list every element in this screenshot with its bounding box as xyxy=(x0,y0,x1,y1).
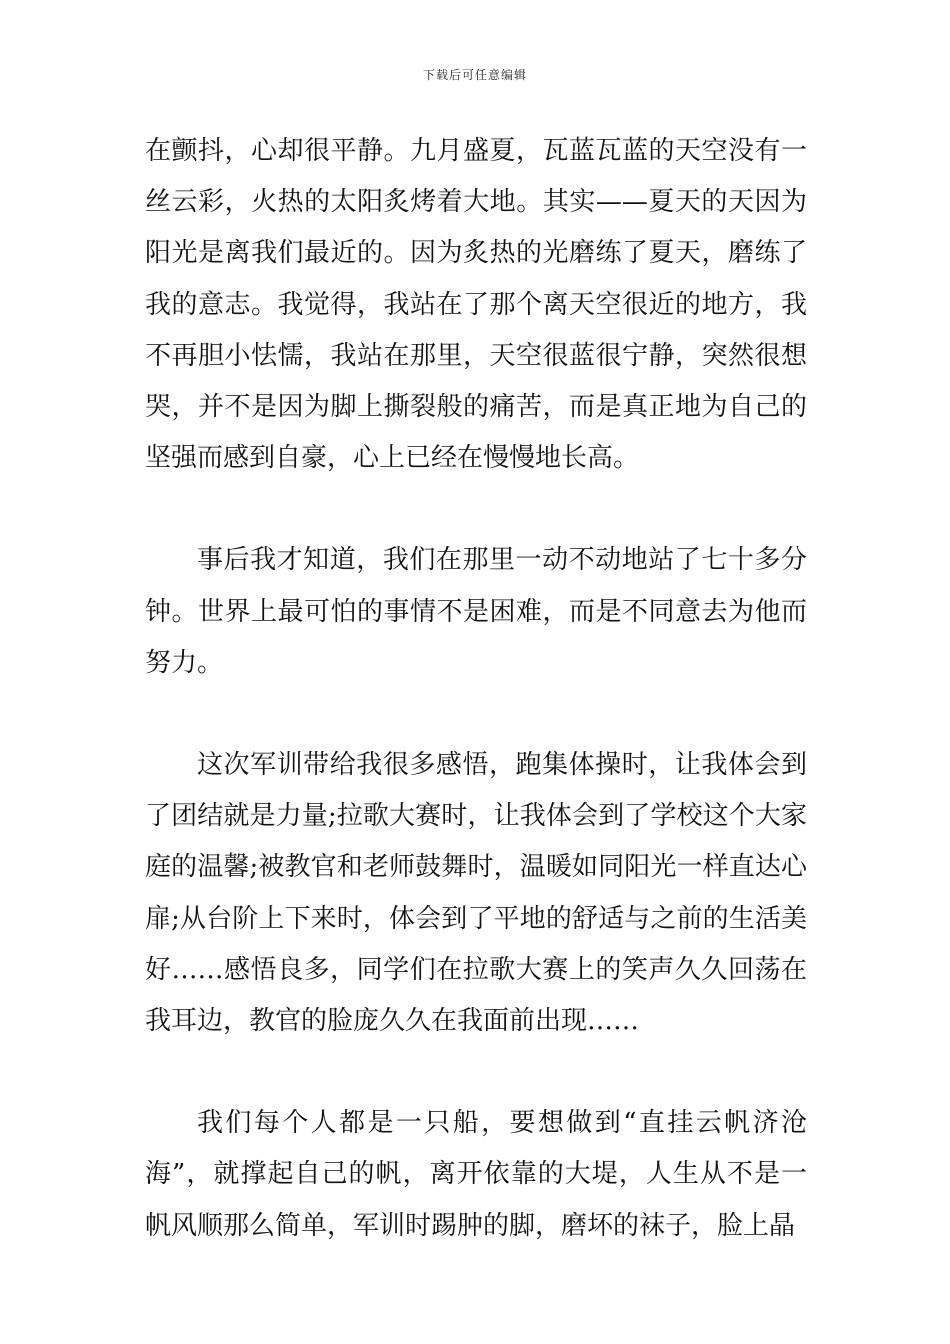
paragraph-gap xyxy=(145,1047,807,1098)
paragraph-gap xyxy=(145,689,807,740)
paragraph-4: 我们每个人都是一只船，要想做到“直挂云帆济沧海”，就撑起自己的帆，离开依靠的大堤，人生从不是一帆风顺那么简单，军训时踢肿的脚，磨坏的袜子，脸上晶 xyxy=(145,1108,807,1241)
paragraph-2: 事后我才知道，我们在那里一动不动地站了七十多分钟。世界上最可怕的事情不是困难，而是不同意去为他而努力。 xyxy=(145,545,807,678)
paragraph-3: 这次军训带给我很多感悟，跑集体操时，让我体会到了团结就是力量;拉歌大赛时，让我体会到了学校这个大家庭的温馨;被教官和老师鼓舞时，温暖如同阳光一样直达心扉;从台阶上下来时，体会到了平地的舒适与之前的生活美好……感悟良多，同学们在拉歌大赛上的笑声久久回荡在我耳边，教官的脸庞久久在我面前出现…… xyxy=(145,750,807,1037)
page-header: 下载后可任意编辑 xyxy=(422,68,527,82)
paragraph-1: 在颤抖，心却很平静。九月盛夏，瓦蓝瓦蓝的天空没有一丝云彩，火热的太阳炙烤着大地。其实——夏天的天因为阳光是离我们最近的。因为炙热的光磨练了夏天，磨练了我的意志。我觉得，我站在了那个离天空很近的地方，我不再胆小怯懦，我站在那里，天空很蓝很宁静，突然很想哭，并不是因为脚上撕裂般的痛苦，而是真正地为自己的坚强而感到自豪，心上已经在慢慢地长高。 xyxy=(145,136,807,474)
document-body xyxy=(145,126,807,1252)
paragraph-gap xyxy=(145,484,807,535)
